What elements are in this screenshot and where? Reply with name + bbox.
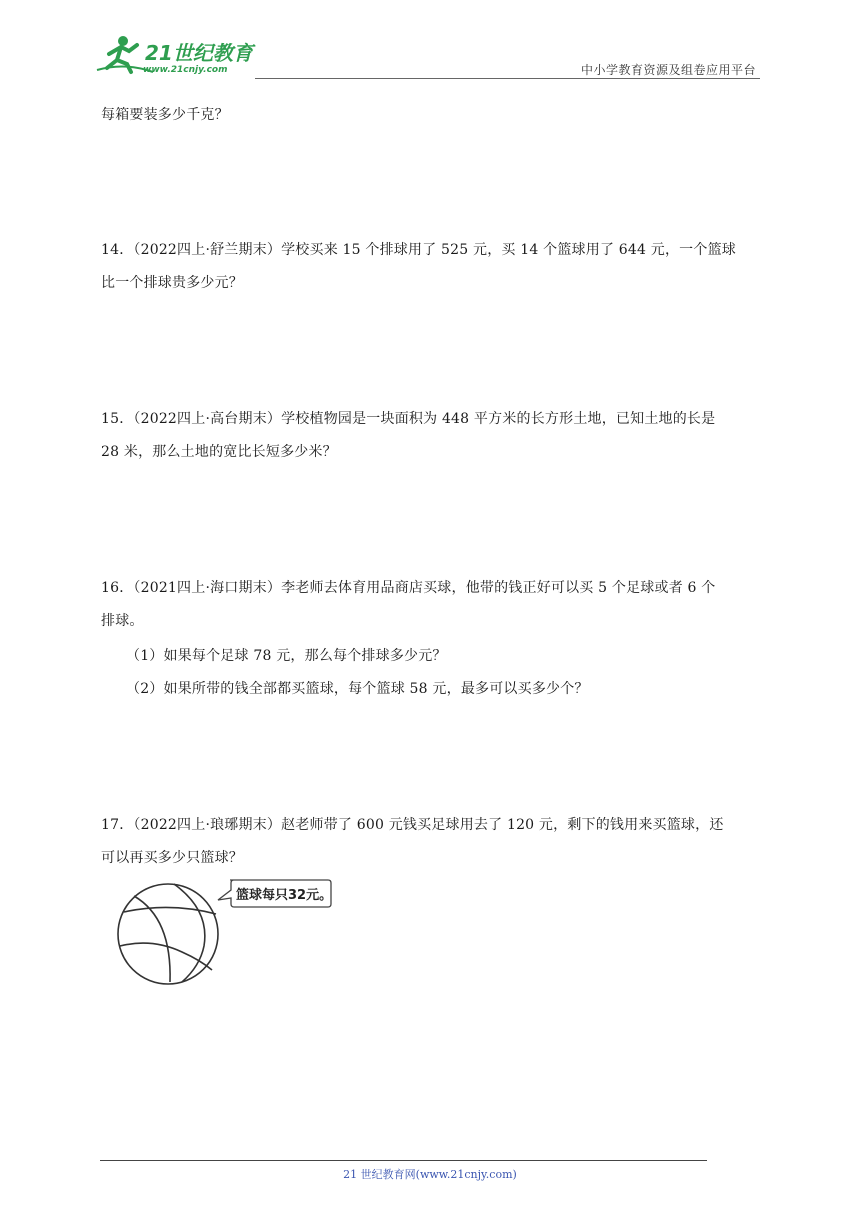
question-16-sub-2: （2）如果所带的钱全部都买篮球，每个篮球 58 元，最多可以买多少个？ xyxy=(126,681,589,697)
logo-url-text: www.21cnjy.com xyxy=(143,65,228,75)
question-16-sub-1: （1）如果每个足球 78 元，那么每个排球多少元？ xyxy=(126,648,447,664)
basketball-figure xyxy=(112,874,347,989)
footer-text[interactable]: 21 世纪教育网(www.21cnjy.com) xyxy=(343,1168,517,1181)
header-tagline: 中小学教育资源及组卷应用平台 xyxy=(580,63,756,77)
footer-divider xyxy=(100,1160,707,1161)
question-15-line-2: 28 米，那么土地的宽比长短多少米？ xyxy=(101,444,337,460)
question-16-line-2: 排球。 xyxy=(101,613,144,629)
page-header xyxy=(95,30,760,80)
callout-text: 篮球每只32元。 xyxy=(236,888,333,903)
question-17-line-1: 17．（2022四上·琅琊期末）赵老师带了 600 元钱买足球用去了 120 元，剩下的钱用来买篮球，还 xyxy=(101,817,724,833)
question-17-line-2: 可以再买多少只篮球？ xyxy=(101,850,243,866)
price-callout xyxy=(218,880,332,907)
basketball-icon xyxy=(118,884,218,984)
question-14-line-2: 比一个排球贵多少元？ xyxy=(101,275,243,291)
logo-brand-text: 21世纪教育 xyxy=(145,41,253,65)
question-14-line-1: 14．（2022四上·舒兰期末）学校买来 15 个排球用了 525 元，买 14 个篮球用了 644 元，一个篮球 xyxy=(101,242,736,258)
question-15-line-1: 15．（2022四上·高台期末）学校植物园是一块面积为 448 平方米的长方形土地，已知土地的长是 xyxy=(101,411,716,427)
question-16-line-1: 16．（2021四上·海口期末）李老师去体育用品商店买球，他带的钱正好可以买 5 个足球或者 6 个 xyxy=(101,580,716,596)
question-13-continuation: 每箱要装多少千克？ xyxy=(101,107,229,123)
site-logo xyxy=(95,32,265,76)
header-divider xyxy=(255,78,760,79)
